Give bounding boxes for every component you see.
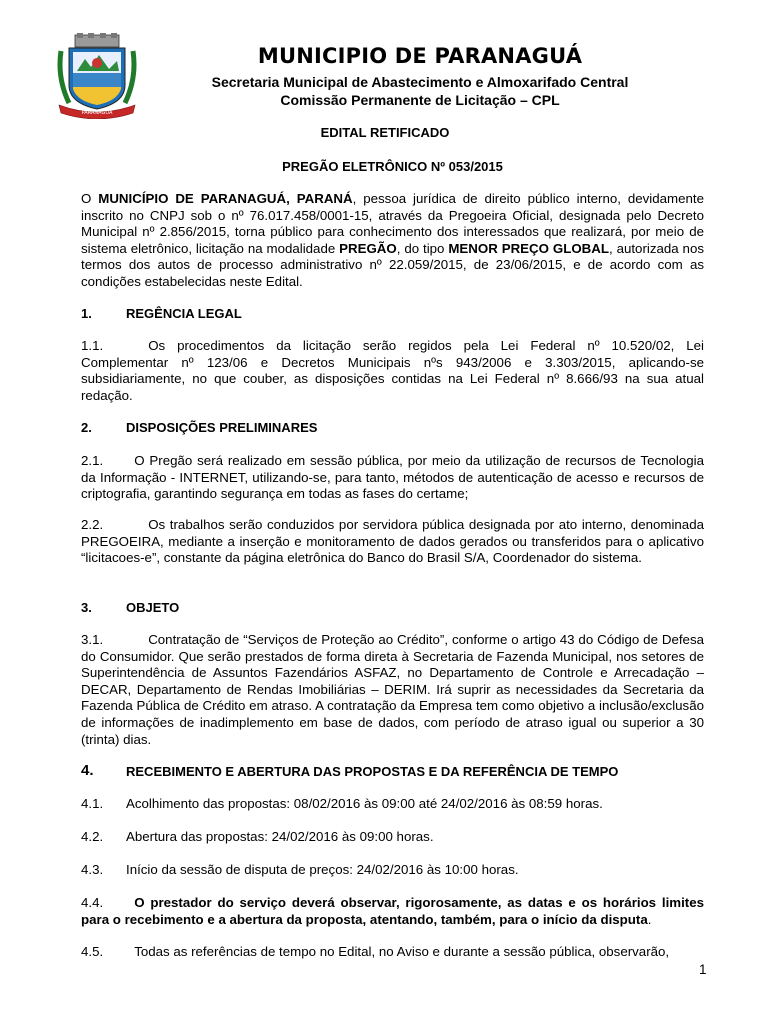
clause-number: 4.2.	[81, 829, 104, 844]
section-title: RECEBIMENTO E ABERTURA DAS PROPOSTAS E DA REFERÊNCIA DE TEMPO	[126, 764, 619, 779]
clause-text: Os trabalhos serão conduzidos por servidora pública designada por ato interno, denominada PREGOEIRA, mediante a inserção e monitoramento de dados gerados ou transferidos para o aplicativo “licitacoes-e”, constante da página eletrônica do Banco do Brasil S/A, Coordenador do sistema.	[81, 517, 704, 566]
intro-bold-municipality: MUNICÍPIO DE PARANAGUÁ, PARANÁ	[98, 191, 353, 206]
intro-bold-modality: PREGÃO	[339, 240, 397, 256]
intro-text: , do tipo	[396, 240, 449, 256]
clause-text: Contratação de “Serviços de Proteção ao Crédito”, conforme o artigo 43 do Código de Defesa do Consumidor. Que serão prestados de forma direta à Secretaria de Fazenda Municipal, nos setores de Superintendência de Assuntos Fazendários ASFAZ, no Departamento de Controle e Arrecadação – DECAR, Departamento de Rendas Imobiliárias – DERIM. Irá suprir as necessidades da Secretaria da Fazenda Pública de Crédito em atraso. A contratação da Empresa tem como objetivo a inclusão/exclusão de informações de inadimplemento em base de dados, com período de atraso igual ou superior a 30 (trinta) dias.	[81, 632, 704, 747]
clause-3-1	[81, 632, 704, 748]
intro-text: , autorizada nos termos dos autos de processo administrativo nº 22.059/2015, de 23/06/2015, e de acordo com as condições estabelecidas neste Edital.	[81, 240, 704, 289]
clause-number: 4.3.	[81, 862, 104, 877]
clause-text: Todas as referências de tempo no Edital, no Aviso e durante a sessão pública, observarão,	[134, 944, 670, 959]
clause-2-1	[81, 453, 704, 503]
intro-bold-type: MENOR PREÇO GLOBAL	[448, 240, 609, 256]
intro-text: , pessoa jurídica de direito público interno, devidamente inscrito no CNPJ sob o nº 76.017.458/0001-15, através da Pregoeira Oficial, designada pelo Decreto Municipal nº 2.856/2015, torna público para conhecimento dos interessados que realizará, por meio de sistema eletrônico, licitação na modalidade	[81, 191, 705, 256]
section-number: 4.	[81, 762, 94, 779]
intro-paragraph	[81, 191, 704, 291]
clause-number: 4.4.	[81, 895, 104, 910]
clause-number: 3.1.	[81, 632, 104, 647]
municipality-title: MUNICIPIO DE PARANAGUÁ	[257, 44, 583, 68]
clause-text: Acolhimento das propostas: 08/02/2016 às 09:00 até 24/02/2016 às 08:59 horas.	[126, 796, 603, 811]
section-number: 2.	[81, 420, 92, 435]
section-number: 3.	[81, 600, 92, 615]
clause-1-1	[81, 338, 704, 404]
clause-text-end: .	[647, 911, 652, 927]
clause-number: 4.1.	[81, 796, 104, 811]
clause-number: 4.5.	[81, 944, 104, 959]
section-number: 1.	[81, 306, 92, 321]
svg-text:PARANAGUÁ: PARANAGUÁ	[81, 110, 113, 116]
clause-text: Os procedimentos da licitação serão regidos pela Lei Federal nº 10.520/02, Lei Complementar nº 123/06 e Decretos Municipais nºs 943/2006 e 3.303/2015, aplicando-se subsidiariamente, no que couber, as disposições contidas na Lei Federal nº 8.666/93 na sua atual redação.	[81, 338, 704, 403]
auction-heading: PREGÃO ELETRÔNICO Nº 053/2015	[282, 159, 503, 174]
section-title: DISPOSIÇÕES PRELIMINARES	[126, 420, 318, 435]
clause-text: Início da sessão de disputa de preços: 24/02/2016 às 10:00 horas.	[126, 862, 519, 877]
clause-text-bold: O prestador do serviço deverá observar, rigorosamente, as datas e os horários limites para o recebimento e a abertura da proposta, atentando, também, para o início da disputa	[81, 895, 704, 927]
clause-number: 2.2.	[81, 517, 104, 532]
clause-text: O Pregão será realizado em sessão pública, por meio da utilização de recursos de Tecnologia da Informação - INTERNET, utilizando-se, para tanto, métodos de autenticação de acesso e recursos de criptografia, garantindo segurança em todas as fases do certame;	[81, 453, 704, 502]
clause-number: 1.1.	[81, 338, 104, 353]
clause-4-5	[81, 944, 704, 961]
clause-text: Abertura das propostas: 24/02/2016 às 09:00 horas.	[126, 829, 434, 844]
commission-subtitle: Comissão Permanente de Licitação – CPL	[280, 92, 560, 108]
section-title: OBJETO	[126, 600, 180, 615]
section-title: REGÊNCIA LEGAL	[126, 306, 242, 321]
clause-number: 2.1.	[81, 453, 104, 468]
secretariat-subtitle: Secretaria Municipal de Abastecimento e Almoxarifado Central	[211, 74, 629, 90]
page-number: 1	[699, 962, 707, 977]
intro-text: O	[81, 191, 99, 206]
clause-4-4	[81, 895, 704, 928]
document-heading: EDITAL RETIFICADO	[320, 125, 450, 140]
clause-2-2	[81, 517, 704, 567]
